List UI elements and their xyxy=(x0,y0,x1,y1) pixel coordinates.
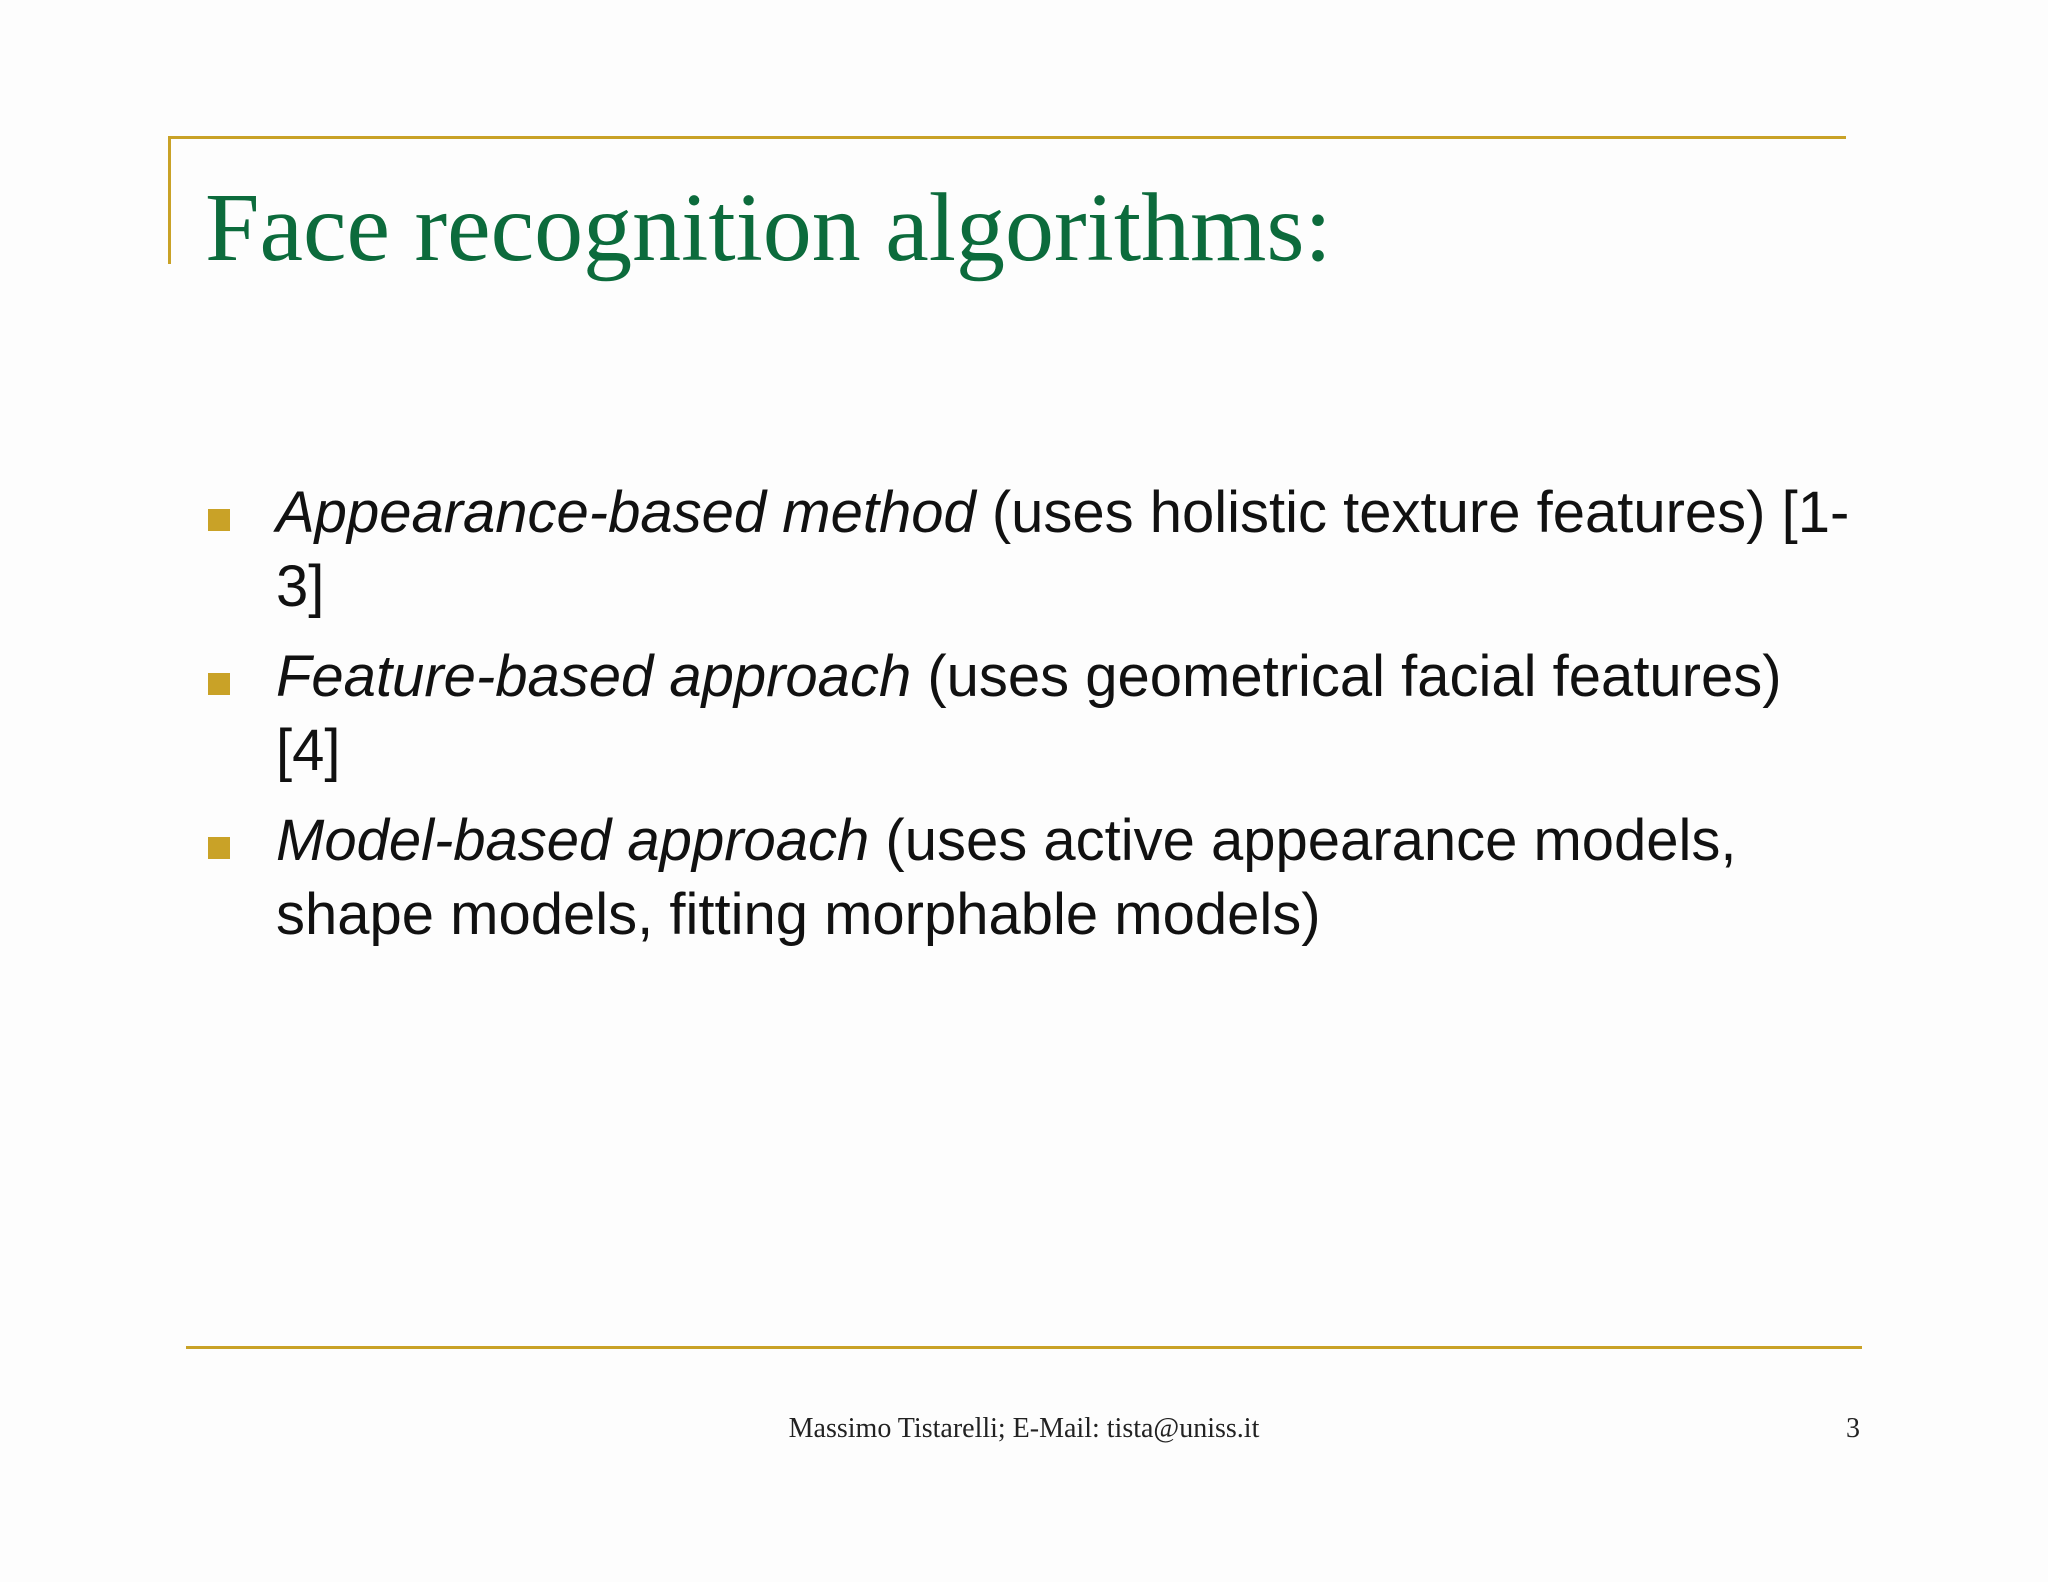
square-bullet-icon xyxy=(208,673,230,695)
footer-author: Massimo Tistarelli; E-Mail: tista@uniss.it xyxy=(788,1413,1260,1444)
bullet-list xyxy=(208,476,1858,968)
bullet-item-feature-based xyxy=(208,640,1858,788)
bullet-emphasis: Feature-based approach xyxy=(276,644,912,709)
bullet-text xyxy=(276,804,1858,952)
footer-rule xyxy=(186,1346,1862,1349)
bullet-item-appearance-based xyxy=(208,476,1858,624)
title-top-rule xyxy=(168,136,1846,139)
bullet-description: (uses holistic texture features) [1-3] xyxy=(276,480,1850,619)
bullet-text xyxy=(276,476,1858,624)
bullet-description: (uses geometrical facial features) [4] xyxy=(276,644,1782,783)
slide-title: Face recognition algorithms: xyxy=(205,174,1332,282)
bullet-emphasis: Appearance-based method xyxy=(276,480,976,545)
bullet-emphasis: Model-based approach xyxy=(276,808,870,873)
title-left-rule xyxy=(168,136,171,264)
square-bullet-icon xyxy=(208,837,230,859)
bullet-description: (uses active appearance models, shape models, fitting morphable models) xyxy=(276,808,1737,947)
square-bullet-icon xyxy=(208,509,230,531)
page-number: 3 xyxy=(1846,1413,1860,1444)
bullet-text xyxy=(276,640,1858,788)
bullet-item-model-based xyxy=(208,804,1858,952)
